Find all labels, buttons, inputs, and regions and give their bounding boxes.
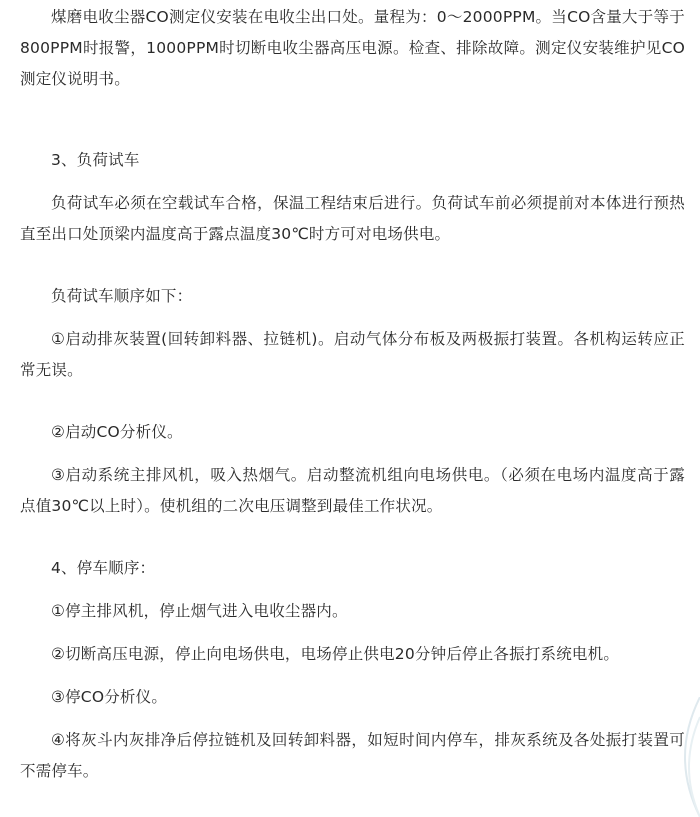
list-item-start-ash-discharge: ①启动排灰装置(回转卸料器、拉链机)。启动气体分布板及两极振打装置。各机构运转应正常无误。 <box>20 330 685 379</box>
list-item-cut-high-voltage: ②切断高压电源，停止向电场供电，电场停止供电20分钟后停止各振打系统电机。 <box>51 645 620 663</box>
list-item-stop-co-analyzer: ③停CO分析仪。 <box>51 688 168 706</box>
list-item-stop-main-fan: ①停主排风机，停止烟气进入电收尘器内。 <box>51 602 348 620</box>
list-item-empty-ash-hopper: ④将灰斗内灰排净后停拉链机及回转卸料器，如短时间内停车，排灰系统及各处振打装置可不需停车。 <box>20 731 685 780</box>
heading-load-test: 3、负荷试车 <box>51 151 140 169</box>
paragraph-co-analyzer-intro: 煤磨电收尘器CO测定仪安装在电收尘出口处。量程为：0～2000PPM。当CO含量大于等于800PPM时报警，1000PPM时切断电收尘器高压电源。检查、排除故障。测定仪安装维护见CO测定仪说明书。 <box>20 8 685 88</box>
heading-shutdown-sequence: 4、停车顺序： <box>51 559 156 577</box>
list-item-start-main-fan: ③启动系统主排风机，吸入热烟气。启动整流机组向电场供电。（必须在电场内温度高于露点值30℃以上时）。使机组的二次电压调整到最佳工作状况。 <box>20 466 685 515</box>
list-item-start-co-analyzer: ②启动CO分析仪。 <box>51 423 183 441</box>
paragraph-load-test-sequence: 负荷试车顺序如下： <box>51 287 193 305</box>
paragraph-load-test-requirements: 负荷试车必须在空载试车合格，保温工程结束后进行。负荷试车前必须提前对本体进行预热直至出口处顶梁内温度高于露点温度30℃时方可对电场供电。 <box>20 194 685 243</box>
